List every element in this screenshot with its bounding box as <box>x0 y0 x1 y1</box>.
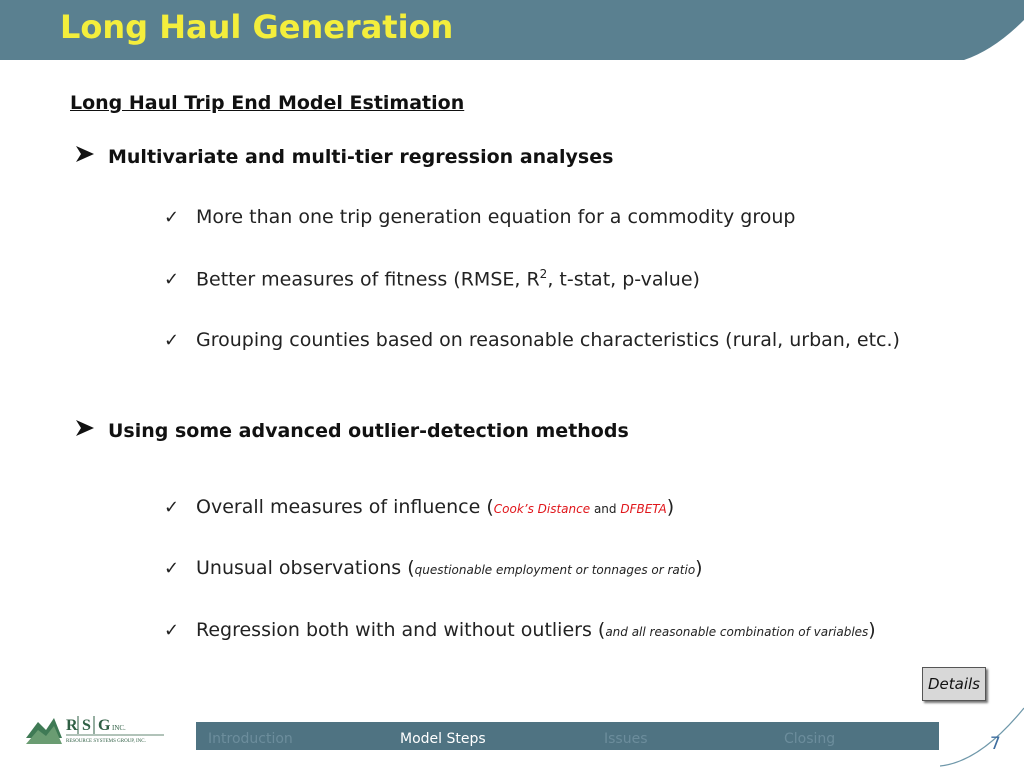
check-item <box>164 206 795 228</box>
check-item <box>164 267 700 290</box>
checkmark-icon: ✓ <box>164 497 180 518</box>
check-item <box>164 496 674 518</box>
check-text: More than one trip generation equation for a commodity group <box>196 206 796 228</box>
bullet-outlier-detection <box>74 418 629 443</box>
arrow-bullet-icon <box>74 418 100 443</box>
nav-issues[interactable]: Issues <box>604 731 648 747</box>
page-number: 7 <box>990 734 1001 754</box>
logo-inc: INC. <box>112 724 126 732</box>
check-text: Unusual observations (questionable employment or tonnages or ratio) <box>196 557 703 579</box>
details-button[interactable]: Details <box>922 667 986 701</box>
bullet-multivariate <box>74 144 613 169</box>
checkmark-icon: ✓ <box>164 207 180 228</box>
checkmark-icon: ✓ <box>164 269 180 291</box>
check-text: Overall measures of influence (Cook’s Distance and DFBETA) <box>196 496 675 518</box>
logo-letter-g: G <box>98 717 111 734</box>
check-item <box>164 619 876 641</box>
checkmark-icon: ✓ <box>164 620 180 641</box>
check-item <box>164 557 703 579</box>
bullet-text: Using some advanced outlier-detection methods <box>108 419 629 442</box>
logo-letter-s: S <box>82 717 91 734</box>
section-subtitle: Long Haul Trip End Model Estimation <box>70 92 465 114</box>
bullet-text: Multivariate and multi-tier regression analyses <box>108 145 614 168</box>
rsg-logo <box>24 708 174 748</box>
nav-closing[interactable]: Closing <box>784 731 836 747</box>
check-text: Better measures of fitness (RMSE, $R^2$, t-stat, p-value) <box>196 267 700 291</box>
section-nav-bar <box>196 722 939 750</box>
nav-introduction[interactable]: Introduction <box>208 731 293 747</box>
logo-letter-r: R <box>66 717 78 734</box>
logo-tagline: RESOURCE SYSTEMS GROUP, INC. <box>66 739 146 744</box>
check-text: Grouping counties based on reasonable characteristics (rural, urban, etc.) <box>196 329 900 351</box>
slide-header <box>0 0 1024 60</box>
check-text: Regression both with and without outliers (and all reasonable combination of variables) <box>196 619 876 641</box>
checkmark-icon: ✓ <box>164 330 180 351</box>
footer-corner-curve <box>940 700 1024 768</box>
slide-title: Long Haul Generation <box>60 8 454 46</box>
nav-model-steps[interactable]: Model Steps <box>400 731 486 747</box>
check-item <box>164 329 900 351</box>
checkmark-icon: ✓ <box>164 558 180 579</box>
header-corner-curve <box>964 0 1024 60</box>
arrow-bullet-icon <box>74 144 100 169</box>
